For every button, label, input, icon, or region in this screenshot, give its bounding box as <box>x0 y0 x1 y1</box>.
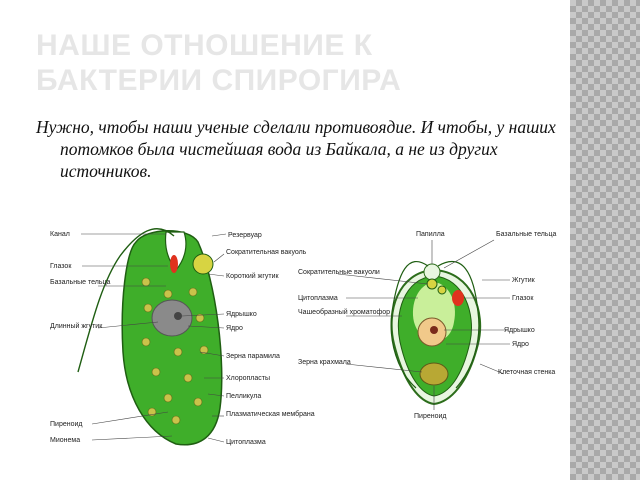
cell-diagram <box>48 212 557 454</box>
label-contractile-vacuole-left: Сократительная вакуоль <box>226 249 307 256</box>
label-plasma-membrane: Плазматическая мембрана <box>226 411 315 418</box>
label-pyrenoid-left: Пиреноид <box>50 421 83 428</box>
label-cytoplasm-right: Цитоплазма <box>298 295 338 302</box>
label-contractile-vacuoles-right: Сократительные вакуоли <box>298 269 380 276</box>
biology-figure <box>48 212 557 454</box>
label-eyespot-right: Глазок <box>512 295 534 302</box>
label-basal-bodies-right: Базальные тельца <box>496 231 557 238</box>
slide-body <box>36 116 571 182</box>
contractile-vacuole-right-shape-2 <box>438 286 446 294</box>
body-line-1: Нужно, чтобы наши ученые сделали противоядие. <box>36 117 417 137</box>
pyrenoid-right-shape <box>420 363 448 385</box>
contractile-vacuole-shape <box>193 254 213 274</box>
label-eyespot-left: Глазок <box>50 263 72 270</box>
nucleolus-left-shape <box>174 312 182 320</box>
slide-title <box>36 28 556 98</box>
papilla-shape <box>424 264 440 280</box>
title-line-1: НАШЕ ОТНОШЕНИЕ К <box>36 29 373 62</box>
contractile-vacuole-right-shape <box>427 279 437 289</box>
eyespot-left-shape <box>170 255 178 273</box>
chlamydomonas-cell <box>298 231 557 420</box>
label-cytoplasm-left: Цитоплазма <box>226 439 266 446</box>
label-paramylon: Зерна парамила <box>226 353 280 360</box>
label-pyrenoid-right: Пиреноид <box>414 413 447 420</box>
label-nucleus-left: Ядро <box>226 325 243 332</box>
label-basal-bodies-left: Базальные тельца <box>50 279 111 286</box>
eyespot-right-shape <box>452 290 464 306</box>
nucleolus-right-shape <box>430 326 438 334</box>
label-short-flagellum: Короткий жгутик <box>226 273 279 280</box>
label-chloroplasts: Хлоропласты <box>226 375 271 382</box>
body-paragraph <box>36 116 571 182</box>
title-line-2: БАКТЕРИИ СПИРОГИРА <box>36 64 402 97</box>
label-papilla: Папилла <box>416 231 445 238</box>
label-nucleolus-left: Ядрышко <box>226 311 257 318</box>
label-nucleolus-right: Ядрышко <box>504 327 535 334</box>
label-nucleus-right: Ядро <box>512 341 529 348</box>
body-line-2: И чтобы, у наших потомков была чистейшая вода из Байкала, а не из других источников. <box>60 117 556 181</box>
label-flagellum-right: Жгутик <box>512 277 535 284</box>
decorative-side-pattern <box>570 0 640 480</box>
nucleus-left-shape <box>152 300 192 336</box>
label-reservoir: Резервуар <box>228 232 262 239</box>
label-chromatophore: Чашеобразный хроматофор <box>298 309 391 316</box>
label-long-flagellum: Длинный жгутик <box>50 323 103 330</box>
label-canal: Канал <box>50 231 70 238</box>
label-myoneme: Мионема <box>50 437 81 444</box>
label-cell-wall: Клеточная стенка <box>498 369 556 376</box>
label-pellicle: Пелликула <box>226 393 262 400</box>
euglena-cell <box>50 229 315 446</box>
label-starch-grains: Зерна крахмала <box>298 359 351 366</box>
